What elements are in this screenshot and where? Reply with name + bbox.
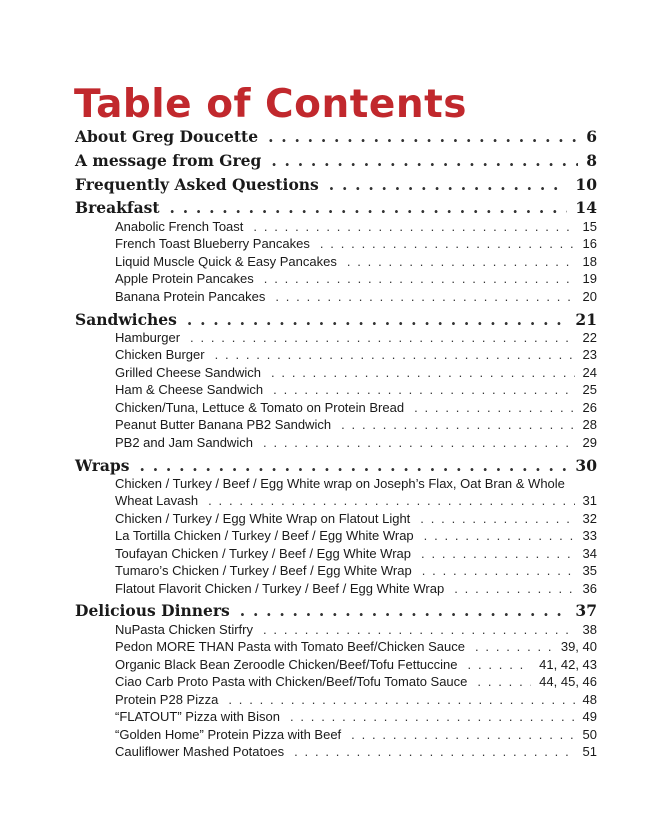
toc-entry-page: 8 — [586, 151, 597, 170]
toc-item-label: “Golden Home” Protein Pizza with Beef — [115, 727, 342, 742]
toc-entry-label: A message from Greg — [75, 151, 262, 170]
dot-leader — [414, 399, 574, 417]
dot-leader — [294, 743, 574, 761]
dot-leader — [420, 510, 574, 528]
dot-leader — [320, 235, 575, 253]
toc-item-label: Toufayan Chicken / Turkey / Beef / Egg White Wrap — [115, 546, 412, 561]
toc-item[interactable] — [115, 253, 597, 271]
toc-item[interactable] — [115, 492, 597, 510]
toc-item-page: 33 — [582, 528, 597, 543]
toc-item-label: Organic Black Bean Zeroodle Chicken/Beef/Tofu Fettuccine — [115, 657, 458, 672]
toc-item-page: 44, 45, 46 — [539, 674, 597, 689]
toc-item-page: 28 — [582, 417, 597, 432]
toc-item-label: Chicken Burger — [115, 347, 205, 362]
dot-leader — [140, 455, 568, 477]
toc-item-label: Liquid Muscle Quick & Easy Pancakes — [115, 254, 337, 269]
toc-section-label: Wraps — [75, 456, 130, 475]
toc-item-label: Wheat Lavash — [115, 493, 199, 508]
page-title: Table of Contents — [74, 82, 467, 127]
toc-item-page: 41, 42, 43 — [539, 657, 597, 672]
toc-item-page: 25 — [582, 382, 597, 397]
toc-item-label: Anabolic French Toast — [115, 219, 244, 234]
toc-item-label: Hamburger — [115, 330, 181, 345]
toc-item-page: 39, 40 — [560, 639, 597, 654]
toc-item[interactable] — [115, 381, 597, 399]
dot-leader — [275, 288, 574, 306]
toc-item[interactable] — [115, 270, 597, 288]
toc-entry-label: About Greg Doucette — [75, 127, 259, 146]
toc-item-label: Banana Protein Pancakes — [115, 289, 266, 304]
toc-item[interactable] — [115, 399, 597, 417]
toc-item[interactable] — [115, 638, 597, 656]
dot-leader — [228, 691, 574, 709]
toc-item[interactable] — [115, 580, 597, 598]
dot-leader — [468, 656, 532, 674]
dot-leader — [263, 434, 575, 452]
toc-item[interactable] — [115, 673, 597, 691]
dot-leader — [421, 545, 575, 563]
dot-leader — [187, 309, 568, 331]
toc-item[interactable] — [115, 346, 597, 364]
toc-item-page: 22 — [582, 330, 597, 345]
toc-section-label: Delicious Dinners — [75, 601, 230, 620]
dot-leader — [253, 218, 574, 236]
toc-entry-page: 10 — [575, 175, 597, 194]
toc-item[interactable] — [115, 545, 597, 563]
toc-item[interactable] — [115, 708, 597, 726]
toc-item-page: 49 — [582, 709, 597, 724]
toc-section-dinners[interactable] — [75, 600, 597, 622]
toc-item-label: La Tortilla Chicken / Turkey / Beef / Egg White Wrap — [115, 528, 414, 543]
dot-leader — [271, 364, 575, 382]
toc-item[interactable] — [115, 288, 597, 306]
dot-leader — [454, 580, 574, 598]
toc-item-label: Peanut Butter Banana PB2 Sandwich — [115, 417, 332, 432]
dot-leader — [268, 126, 578, 148]
toc-item[interactable] — [115, 621, 597, 639]
toc-item-label: Ciao Carb Proto Pasta with Chicken/Beef/Tofu Tomato Sauce — [115, 674, 468, 689]
dot-leader — [170, 197, 568, 219]
toc-entry-about[interactable] — [75, 126, 597, 148]
toc-item-label: Cauliflower Mashed Potatoes — [115, 744, 285, 759]
toc-item-label: Grilled Cheese Sandwich — [115, 365, 261, 380]
toc-item[interactable] — [115, 235, 597, 253]
dot-leader — [208, 492, 574, 510]
dot-leader — [351, 726, 574, 744]
toc-item[interactable] — [115, 726, 597, 744]
toc-item-label: Apple Protein Pancakes — [115, 271, 254, 286]
toc-entry-faq[interactable] — [75, 174, 597, 196]
toc-item[interactable] — [115, 743, 597, 761]
dot-leader — [264, 270, 575, 288]
toc-item-page: 19 — [582, 271, 597, 286]
dot-leader — [190, 329, 575, 347]
toc-item-page: 24 — [582, 365, 597, 380]
toc-entry-page: 6 — [586, 127, 597, 146]
toc-item-label: Chicken/Tuna, Lettuce & Tomato on Protein Bread — [115, 400, 405, 415]
toc-section-page: 37 — [575, 601, 597, 620]
toc-item-page: 23 — [582, 347, 597, 362]
toc-item-page: 32 — [582, 511, 597, 526]
toc-item[interactable] — [115, 510, 597, 528]
toc-section-wraps[interactable] — [75, 455, 597, 477]
toc-item-page: 35 — [582, 563, 597, 578]
toc-item-label: Protein P28 Pizza — [115, 692, 219, 707]
dot-leader — [424, 527, 575, 545]
toc-item-page: 36 — [582, 581, 597, 596]
toc-entry-message[interactable] — [75, 150, 597, 172]
toc-item-page: 34 — [582, 546, 597, 561]
toc-section-label: Sandwiches — [75, 310, 177, 329]
toc-section-sandwiches[interactable] — [75, 309, 597, 331]
toc-item-page: 16 — [582, 236, 597, 251]
toc-item[interactable] — [115, 416, 597, 434]
toc-item-label: “FLATOUT” Pizza with Bison — [115, 709, 280, 724]
toc-section-page: 30 — [575, 456, 597, 475]
toc-item-page: 18 — [582, 254, 597, 269]
toc-item-page: 51 — [582, 744, 597, 759]
dot-leader — [477, 673, 531, 691]
toc-item-label: Ham & Cheese Sandwich — [115, 382, 264, 397]
dot-leader — [329, 174, 568, 196]
toc-item-page: 26 — [582, 400, 597, 415]
toc-section-breakfast[interactable] — [75, 197, 597, 219]
toc-section-label: Breakfast — [75, 198, 160, 217]
dot-leader — [422, 562, 575, 580]
dot-leader — [347, 253, 575, 271]
toc-item[interactable] — [115, 329, 597, 347]
dot-leader — [273, 381, 574, 399]
toc-item[interactable] — [115, 434, 597, 452]
toc-item-page: 50 — [582, 727, 597, 742]
toc-item-label: Tumaro’s Chicken / Turkey / Beef / Egg White Wrap — [115, 563, 412, 578]
toc-item[interactable] — [115, 364, 597, 382]
toc-entry-label: Frequently Asked Questions — [75, 175, 319, 194]
toc-item-label: Chicken / Turkey / Egg White Wrap on Flatout Light — [115, 511, 411, 526]
toc-item-page: 31 — [582, 493, 597, 508]
toc-item[interactable] — [115, 691, 597, 709]
toc-item-page: 38 — [582, 622, 597, 637]
dot-leader — [215, 346, 575, 364]
toc-item[interactable] — [115, 527, 597, 545]
dot-leader — [240, 600, 568, 622]
toc-item[interactable] — [115, 656, 597, 674]
toc-item-first-line[interactable]: Chicken / Turkey / Beef / Egg White wrap on Joseph’s Flax, Oat Bran & Whole — [115, 476, 565, 491]
toc-item[interactable] — [115, 218, 597, 236]
toc-section-page: 21 — [575, 310, 597, 329]
toc-item-label: Flatout Flavorit Chicken / Turkey / Beef / Egg White Wrap — [115, 581, 445, 596]
toc-item-page: 29 — [582, 435, 597, 450]
toc-item-label: French Toast Blueberry Pancakes — [115, 236, 310, 251]
toc-item-page: 15 — [582, 219, 597, 234]
toc-item-label: NuPasta Chicken Stirfry — [115, 622, 253, 637]
toc-section-page: 14 — [575, 198, 597, 217]
toc-item-page: 48 — [582, 692, 597, 707]
dot-leader — [263, 621, 575, 639]
dot-leader — [271, 150, 578, 172]
dot-leader — [341, 416, 574, 434]
dot-leader — [290, 708, 575, 726]
toc-item-page: 20 — [582, 289, 597, 304]
dot-leader — [475, 638, 553, 656]
toc-item-label: PB2 and Jam Sandwich — [115, 435, 254, 450]
toc-item-label: Pedon MORE THAN Pasta with Tomato Beef/Chicken Sauce — [115, 639, 465, 654]
toc-item[interactable] — [115, 562, 597, 580]
